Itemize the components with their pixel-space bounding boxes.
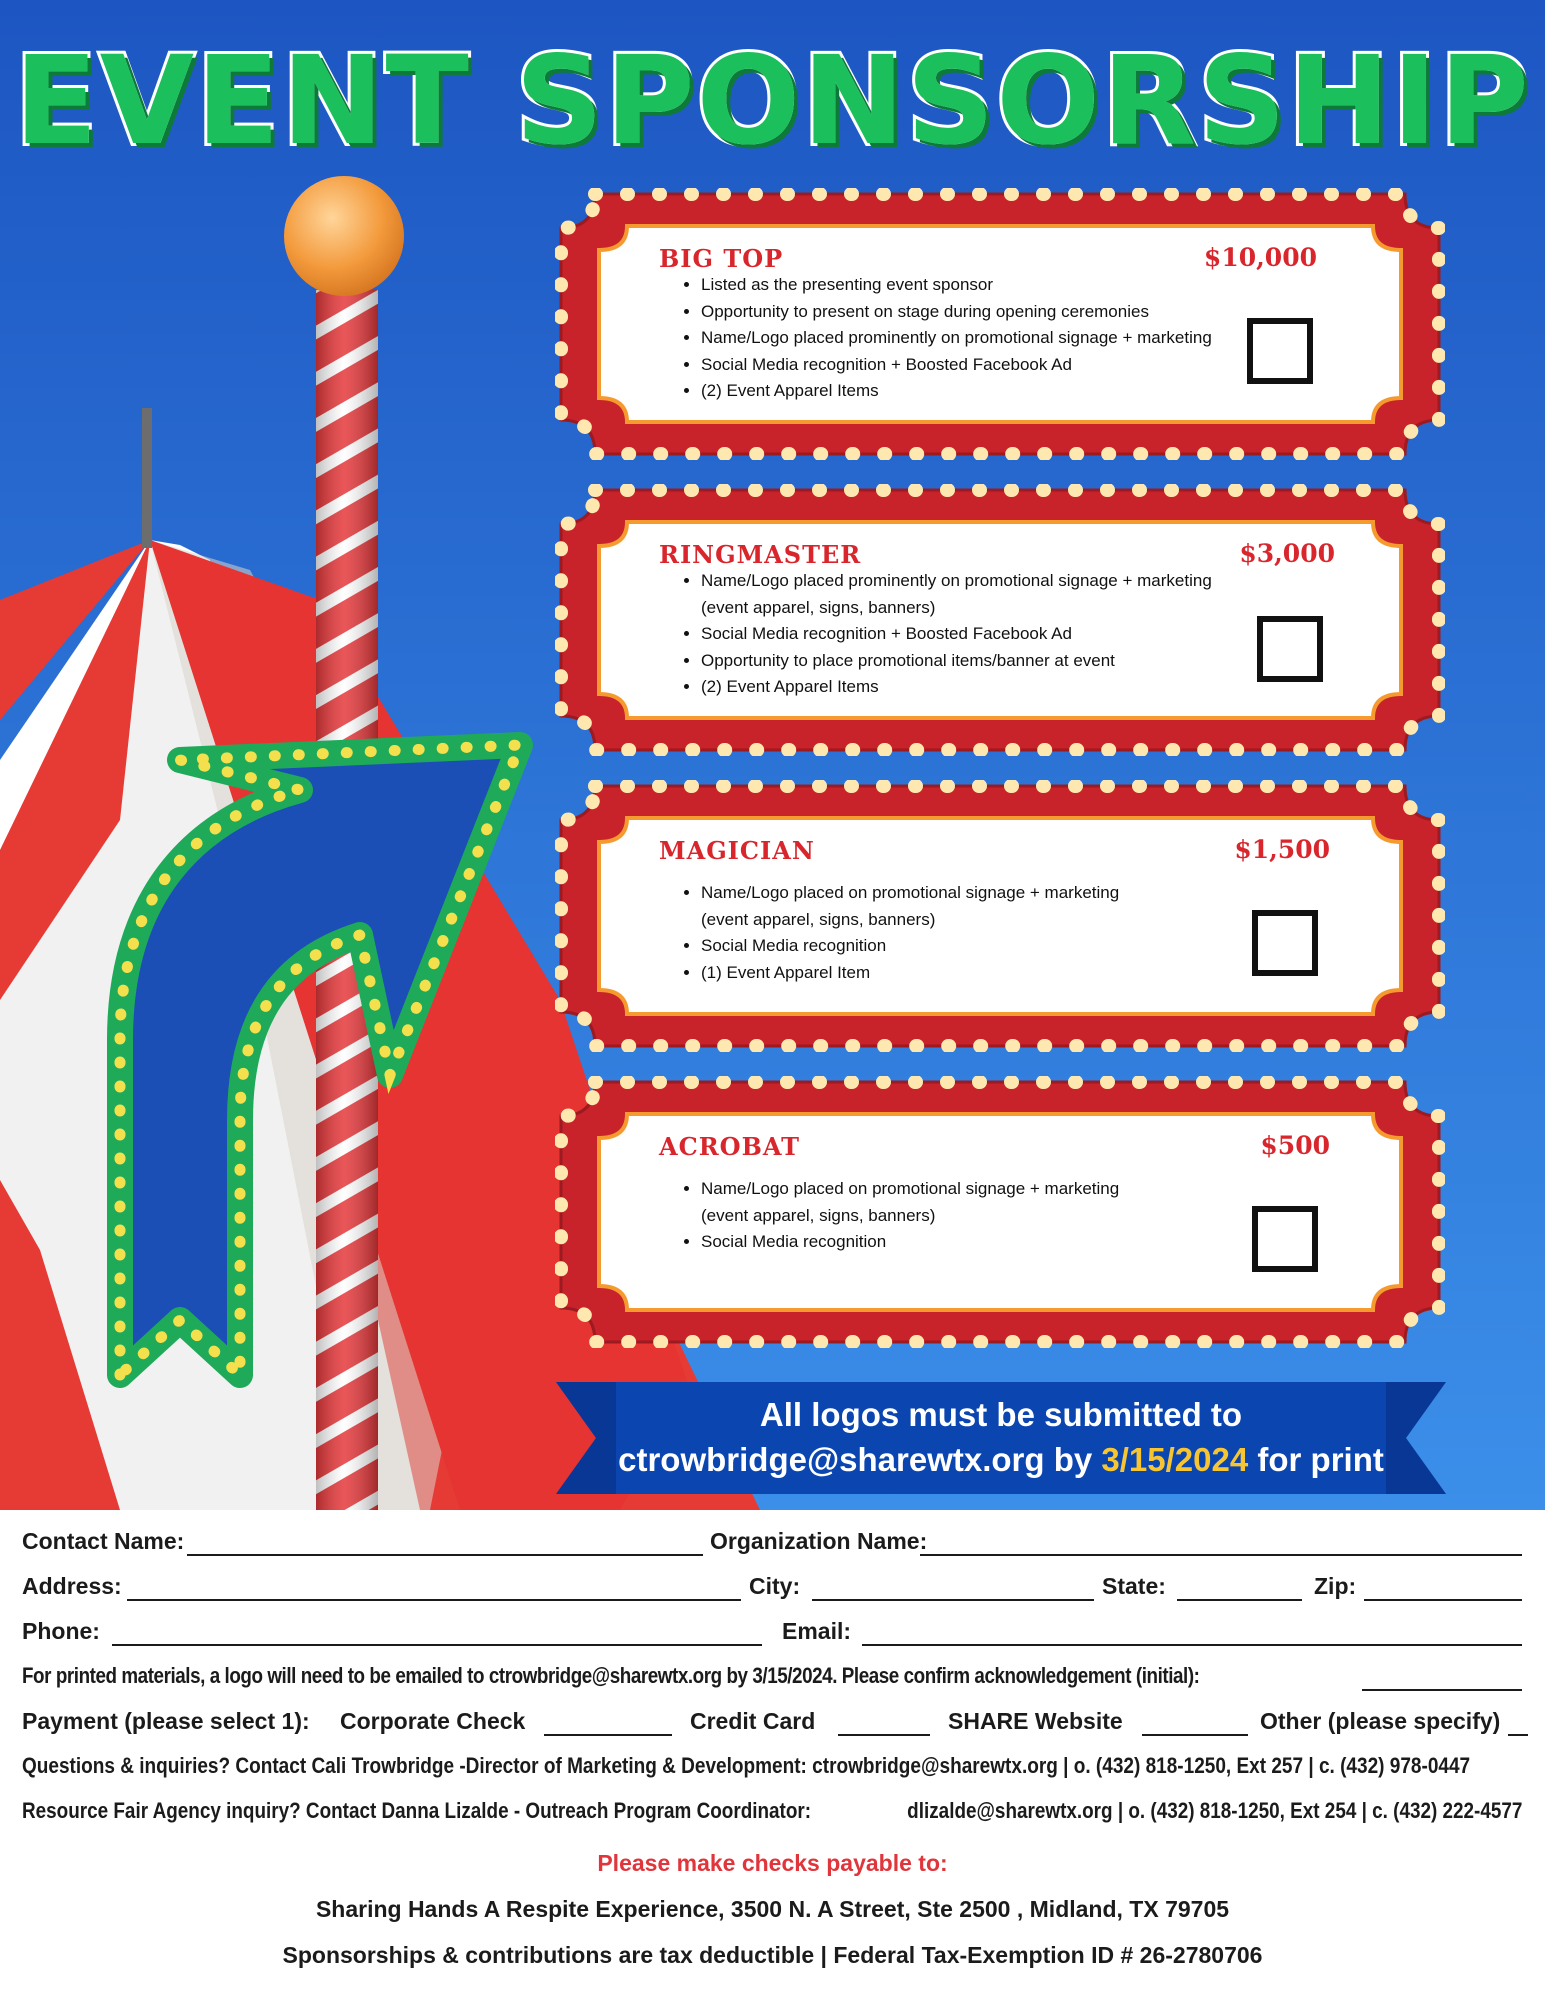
tier-name: RINGMASTER (659, 540, 862, 569)
list-item (701, 1176, 1119, 1229)
select-checkbox-big-top[interactable] (1247, 318, 1313, 384)
email-field[interactable] (862, 1644, 1522, 1646)
tier-price: $500 (1260, 1131, 1330, 1160)
city-label: City: (749, 1573, 801, 1599)
perk-text: Name/Logo placed prominently on promotional signage + marketing (701, 571, 1212, 590)
payment-card-label: Credit Card (690, 1708, 816, 1734)
tier-name: BIG TOP (659, 244, 784, 273)
organization-name-field[interactable] (920, 1554, 1522, 1556)
payment-label: Payment (please select 1): (22, 1708, 310, 1734)
list-item (701, 880, 1119, 933)
list-item: • Social Media recognition (701, 933, 1119, 960)
list-item: • Name/Logo placed prominently on promotional signage + marketing (701, 325, 1212, 352)
banner-line-2 (556, 1437, 1446, 1482)
tax-deductible-note: Sponsorships & contributions are tax deductible | Federal Tax-Exemption ID # 26-2780706 (282, 1942, 1263, 1968)
payment-corporate-label: Corporate Check (340, 1708, 526, 1734)
zip-label: Zip: (1314, 1573, 1357, 1599)
banner-line-1: All logos must be submitted to (759, 1396, 1243, 1433)
list-item: • (2) Event Apparel Items (701, 378, 1212, 405)
tier-price: $1,500 (1234, 835, 1330, 864)
perk-subtext: (event apparel, signs, banners) (701, 1205, 936, 1225)
logo-notice-text: For printed materials, a logo will need to be emailed to ctrowbridge@sharewtx.org by 3/15/2024. Please confirm acknowledgement (initial): (22, 1663, 1200, 1688)
payment-website-field[interactable] (1142, 1734, 1248, 1736)
form-row-phone (22, 1618, 1522, 1658)
tier-perks-list (673, 880, 1119, 986)
zip-field[interactable] (1364, 1599, 1522, 1601)
phone-label: Phone: (22, 1618, 100, 1644)
sponsorship-tier-big-top (555, 188, 1445, 460)
list-item: • Social Media recognition + Boosted Facebook Ad (701, 352, 1212, 379)
banner-deadline-date: 3/15/2024 (1101, 1441, 1249, 1478)
select-checkbox-acrobat[interactable] (1252, 1206, 1318, 1272)
resource-fair-prefix: Resource Fair Agency inquiry? Contact Danna Lizalde - Outreach Program Coordinator: (22, 1798, 812, 1823)
sponsorship-tier-magician (555, 780, 1445, 1052)
form-row-address (22, 1573, 1522, 1613)
list-item: • Social Media recognition (701, 1229, 1119, 1256)
perk-subtext: (event apparel, signs, banners) (701, 597, 936, 617)
list-item: • (2) Event Apparel Items (701, 674, 1212, 701)
sponsorship-tier-acrobat (555, 1076, 1445, 1348)
list-item: • Opportunity to place promotional items/banner at event (701, 648, 1212, 675)
city-field[interactable] (812, 1599, 1094, 1601)
payment-other-field[interactable] (1508, 1734, 1528, 1736)
form-row-payment (22, 1708, 1522, 1748)
sponsorship-tier-ringmaster (555, 484, 1445, 756)
payment-corporate-check-field[interactable] (544, 1734, 672, 1736)
payment-website-label: SHARE Website (948, 1708, 1123, 1734)
list-item: • Social Media recognition + Boosted Facebook Ad (701, 621, 1212, 648)
tier-perks-list (673, 272, 1212, 405)
address-label: Address: (22, 1573, 122, 1599)
form-row-logo-ack (22, 1663, 1522, 1703)
tier-price: $10,000 (1203, 243, 1317, 272)
contact-name-field[interactable] (187, 1554, 703, 1556)
page-title: EVENT SPONSORSHIP (14, 30, 1531, 172)
banner-by-text: by (1044, 1441, 1102, 1478)
organization-name-label: Organization Name: (710, 1528, 928, 1554)
perk-text: Name/Logo placed on promotional signage + marketing (701, 883, 1120, 902)
banner-tail-text: for print (1248, 1441, 1384, 1478)
list-item: • Listed as the presenting event sponsor (701, 272, 1212, 299)
tier-name: MAGICIAN (659, 836, 815, 865)
state-field[interactable] (1177, 1599, 1302, 1601)
select-checkbox-magician[interactable] (1252, 910, 1318, 976)
tier-perks-list (673, 568, 1212, 701)
banner-email-link[interactable]: ctrowbridge@sharewtx.org (618, 1441, 1045, 1478)
list-item (701, 568, 1212, 621)
select-checkbox-ringmaster[interactable] (1257, 616, 1323, 682)
email-label: Email: (782, 1618, 852, 1644)
state-label: State: (1102, 1573, 1166, 1599)
tier-price: $3,000 (1239, 539, 1335, 568)
checks-payable-heading: Please make checks payable to: (597, 1850, 948, 1876)
payment-other-label: Other (please specify) (1260, 1708, 1501, 1734)
list-item: • (1) Event Apparel Item (701, 960, 1119, 987)
questions-contact-text: Questions & inquiries? Contact Cali Trowbridge -Director of Marketing & Development: ctrowbridge@sharewtx.org | o. (432) 818-1250, Ext 257 | c. (432) 978-0447 (22, 1753, 1471, 1778)
form-row-contact (22, 1528, 1522, 1568)
tier-name: ACROBAT (659, 1132, 801, 1161)
payment-credit-card-field[interactable] (838, 1734, 930, 1736)
resource-fair-details: dlizalde@sharewtx.org | o. (432) 818-1250, Ext 254 | c. (432) 222-4577 (906, 1798, 1522, 1823)
initial-field[interactable] (1362, 1689, 1522, 1691)
contact-name-label: Contact Name: (22, 1528, 185, 1554)
organization-address: Sharing Hands A Respite Experience, 3500 N. A Street, Ste 2500 , Midland, TX 79705 (315, 1896, 1230, 1922)
phone-field[interactable] (112, 1644, 762, 1646)
address-field[interactable] (127, 1599, 741, 1601)
logo-submission-banner (556, 1392, 1446, 1482)
perk-text: Name/Logo placed on promotional signage + marketing (701, 1179, 1120, 1198)
list-item: • Opportunity to present on stage during opening ceremonies (701, 299, 1212, 326)
tier-perks-list (673, 1176, 1119, 1256)
perk-subtext: (event apparel, signs, banners) (701, 909, 936, 929)
